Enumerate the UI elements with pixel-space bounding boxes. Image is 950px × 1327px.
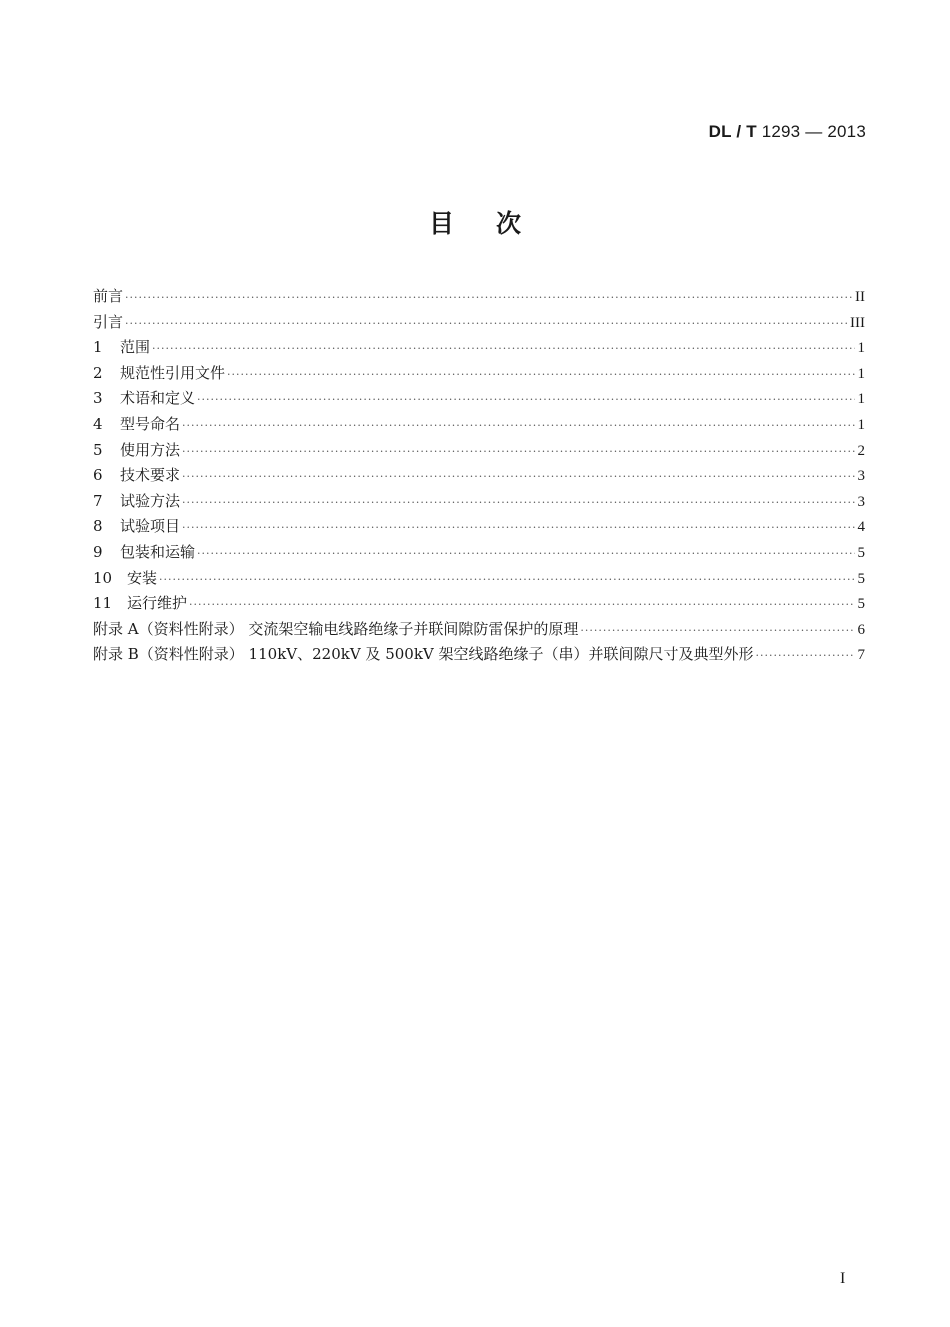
toc-entry-number: 4 bbox=[93, 414, 103, 433]
toc-entry-number: 3 bbox=[93, 389, 103, 408]
standard-code-prefix: DL / T bbox=[708, 122, 757, 141]
toc-leader bbox=[159, 567, 855, 593]
toc-entry-text: 运行维护 bbox=[127, 594, 188, 613]
toc-entry-page: 3 bbox=[857, 468, 865, 485]
toc-leader bbox=[182, 464, 855, 490]
toc-entry-number: 2 bbox=[93, 363, 103, 382]
page-number: I bbox=[840, 1270, 846, 1287]
toc-entry-text: 范围 bbox=[120, 338, 151, 357]
toc-entry-2[interactable] bbox=[93, 361, 865, 387]
toc-entry-page: 6 bbox=[857, 621, 865, 638]
toc-entry-page: 7 bbox=[857, 647, 865, 664]
toc-entry-text: 附录 B（资料性附录） 110kV、220kV 及 500kV 架空线路绝缘子（串）并联间隙尺寸及典型外形 bbox=[93, 645, 754, 664]
toc-entry-text: 规范性引用文件 bbox=[120, 363, 226, 382]
toc-entry-number: 8 bbox=[93, 517, 103, 536]
toc-entry-text: 试验项目 bbox=[120, 517, 181, 536]
toc-leader bbox=[125, 311, 848, 337]
toc-entry-11[interactable] bbox=[93, 591, 865, 617]
toc-entry-text: 安装 bbox=[127, 568, 158, 587]
toc-entry-text: 使用方法 bbox=[120, 440, 181, 459]
toc-entry-5[interactable] bbox=[93, 438, 865, 464]
toc-entry-page: 1 bbox=[857, 340, 865, 357]
toc-entry-4[interactable] bbox=[93, 412, 865, 438]
toc-entry-introduction[interactable] bbox=[93, 310, 865, 336]
toc-entry-number: 11 bbox=[93, 594, 113, 613]
toc-entry-6[interactable] bbox=[93, 463, 865, 489]
toc-entry-page: 5 bbox=[857, 596, 865, 613]
toc-leader bbox=[197, 541, 855, 567]
toc-entry-number: 6 bbox=[93, 466, 103, 485]
toc-entry-page: 5 bbox=[857, 544, 865, 561]
toc-entry-page: 1 bbox=[857, 416, 865, 433]
toc-entry-1[interactable] bbox=[93, 335, 865, 361]
toc-entry-text: 型号命名 bbox=[120, 414, 181, 433]
toc-entry-text: 术语和定义 bbox=[120, 389, 196, 408]
toc-entry-appendix-b[interactable] bbox=[93, 642, 865, 668]
toc-entry-text: 前言 bbox=[93, 287, 124, 305]
toc-entry-text: 技术要求 bbox=[120, 466, 181, 485]
toc-entry-foreword[interactable] bbox=[93, 284, 865, 310]
toc-entry-page: 2 bbox=[857, 442, 865, 459]
toc-entry-3[interactable] bbox=[93, 386, 865, 412]
toc-entry-page: 1 bbox=[857, 365, 865, 382]
toc-entry-number: 7 bbox=[93, 491, 103, 510]
toc-entry-number: 10 bbox=[93, 568, 113, 587]
toc-entry-number: 9 bbox=[93, 542, 103, 561]
table-of-contents bbox=[93, 284, 865, 668]
toc-entry-page: II bbox=[855, 289, 865, 305]
toc-entry-number: 1 bbox=[93, 338, 103, 357]
toc-leader bbox=[227, 362, 855, 388]
toc-entry-page: 4 bbox=[857, 519, 865, 536]
toc-leader bbox=[197, 387, 855, 413]
toc-leader bbox=[182, 515, 855, 541]
toc-entry-9[interactable] bbox=[93, 540, 865, 566]
standard-code-number: 1293 — 2013 bbox=[756, 122, 866, 141]
toc-leader bbox=[580, 618, 855, 644]
toc-entry-page: 1 bbox=[857, 391, 865, 408]
toc-entry-number: 5 bbox=[93, 440, 103, 459]
toc-leader bbox=[756, 643, 855, 669]
toc-leader bbox=[182, 439, 855, 465]
toc-entry-text: 包装和运输 bbox=[120, 542, 196, 561]
toc-leader bbox=[152, 336, 855, 362]
toc-leader bbox=[182, 490, 855, 516]
toc-entry-page: 5 bbox=[857, 570, 865, 587]
toc-entry-text: 附录 A（资料性附录） 交流架空输电线路绝缘子并联间隙防雷保护的原理 bbox=[93, 619, 579, 638]
toc-leader bbox=[125, 285, 853, 311]
toc-entry-page: III bbox=[850, 314, 865, 331]
standard-code bbox=[709, 122, 866, 142]
page-title: 目次 bbox=[428, 209, 563, 238]
toc-entry-7[interactable] bbox=[93, 489, 865, 515]
toc-entry-text: 引言 bbox=[93, 312, 124, 331]
toc-entry-10[interactable] bbox=[93, 566, 865, 592]
toc-entry-8[interactable] bbox=[93, 514, 865, 540]
toc-leader bbox=[182, 413, 855, 439]
toc-entry-page: 3 bbox=[857, 493, 865, 510]
toc-entry-appendix-a[interactable] bbox=[93, 617, 865, 643]
toc-entry-text: 试验方法 bbox=[120, 491, 181, 510]
toc-leader bbox=[189, 592, 855, 618]
